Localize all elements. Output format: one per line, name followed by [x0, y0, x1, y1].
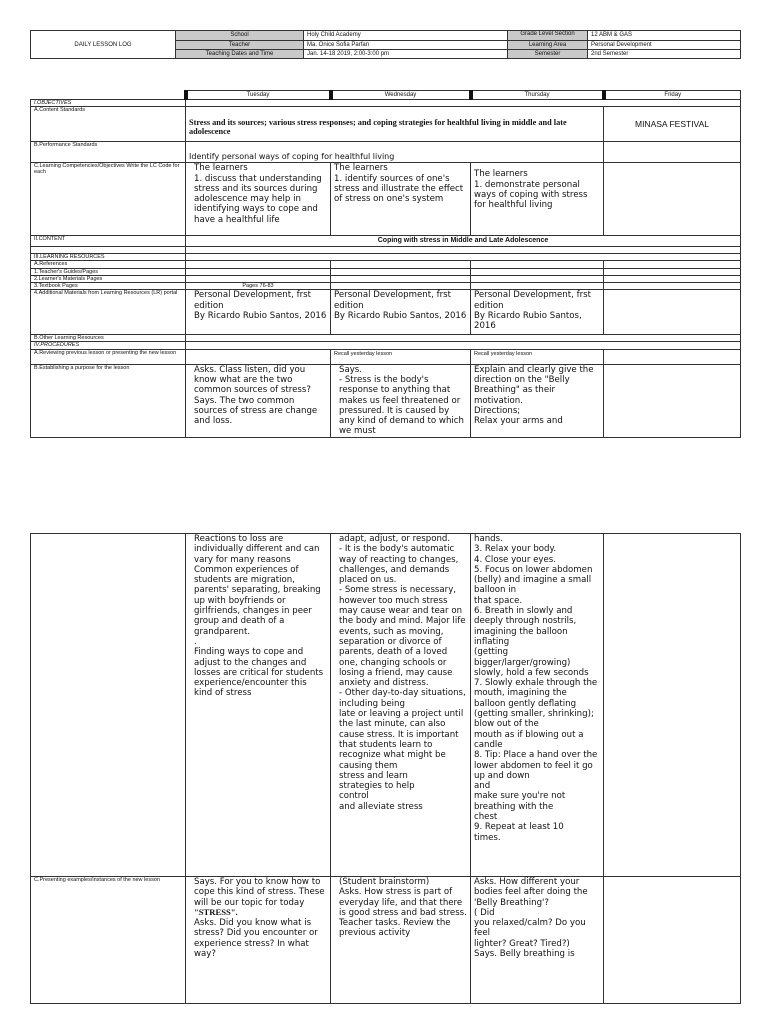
- school-value: Holy Child Academy: [304, 31, 508, 41]
- competency-thursday: The learners 1. demonstrate personal ways of coping with stress for healthful living: [471, 163, 604, 236]
- teacher-value: Ma. Onice Sofia Parfan: [304, 41, 508, 50]
- area-value: Personal Development: [588, 41, 741, 50]
- semester-label: Semester: [508, 50, 588, 59]
- presenting-tuesday-stress: "STRESS".: [194, 906, 238, 917]
- additional-thursday: Personal Development, frst edition By Ricardo Rubio Santos, 2016: [471, 290, 604, 335]
- semester-value: 2nd Semester: [588, 50, 741, 59]
- day-wednesday: Wednesday: [331, 91, 471, 100]
- presenting-wednesday: (Student brainstorm) Asks. How stress is part of everyday life, and that there is good stress and bad stress. Teacher tasks. Review the previous activity: [331, 877, 471, 1004]
- day-friday: Friday: [604, 91, 741, 100]
- additional-tuesday: Personal Development, frst edition By Ricardo Rubio Santos, 2016: [186, 290, 331, 335]
- grade-value: 12 ABM & GAS: [588, 31, 741, 41]
- recall-thursday: Recall yesterday lesson: [471, 349, 604, 364]
- school-label: School: [176, 31, 304, 41]
- performance-standards-label: B.Performance Standards: [31, 142, 186, 163]
- resources-label: III.LEARNING RESOURCES: [31, 254, 186, 261]
- performance-text: Identify personal ways of coping for healthful living: [186, 142, 604, 163]
- continued-wednesday: adapt, adjust, or respond. - It is the body's automatic way of reacting to changes, challenges, and demands placed on us. - Some stress is necessary, however too much stress may cause wear and tear on the body and mind. Major life events, such as moving, separation or divorce of parents, death of a loved one, changing schools or losing a friend, may cause anxiety and distress. - Other day-to-day situations, including being late or leaving a project until the last minute, can also cause stress. It is important that students learn to recognize what might be causing them stress and learn strategies to help control and alleviate stress: [331, 534, 471, 877]
- dates-value: Jan. 14-18 2019, 2:00-3:00 pm: [304, 50, 508, 59]
- grade-label: Grade Level Section: [508, 31, 588, 41]
- presenting-tuesday: [186, 877, 331, 1004]
- content-label: II.CONTENT: [31, 236, 186, 247]
- purpose-label: B.Establishing a purpose for the lesson: [31, 364, 186, 437]
- header-table: [30, 30, 741, 59]
- purpose-thursday: Explain and clearly give the direction on the "Belly Breathing" as their motivation. Directions; Relax your arms and: [471, 364, 604, 437]
- presenting-label: C.Presenting examples/instances of the new lesson: [31, 877, 186, 1004]
- tb-pages-label: 3.Textbook Pages: [31, 283, 186, 290]
- competency-wednesday: The learners 1. identify sources of one's stress and illustrate the effect of stress on one's system: [331, 163, 471, 236]
- teacher-label: Teacher: [176, 41, 304, 50]
- presenting-thursday: Asks. How different your bodies feel after doing the 'Belly Breathing'? ( Did you relaxed/calm? Do you feel lighter? Great? Tired?) Says. Belly breathing is: [471, 877, 604, 1004]
- procedures-label: IV.PROCEDURES: [31, 342, 186, 349]
- presenting-tuesday-intro: Says. For you to know how to cope this kind of stress. These will be our topic for today: [194, 877, 325, 908]
- tb-pages-value: Pages 76-83: [186, 283, 331, 290]
- day-tuesday: Tuesday: [186, 91, 331, 100]
- dates-label: Teaching Dates and Time: [176, 50, 304, 59]
- presenting-tuesday-question: Asks. Did you know what is stress? Did you encounter or experience stress? In what way?: [194, 918, 318, 960]
- other-resources-label: B.Other Learning Resources: [31, 335, 186, 342]
- lesson-table-continued: [30, 533, 741, 1004]
- references-label: A.References: [31, 261, 186, 268]
- tg-pages-label: 1.Teacher's Guides/Pages: [31, 268, 186, 275]
- content-standards-text: Stress and its sources; various stress responses; and coping strategies for healthful living in middle and late adolescence: [186, 107, 604, 142]
- content-text: Coping with stress in Middle and Late Adolescence: [186, 236, 741, 247]
- continued-thursday: hands. 3. Relax your body. 4. Close your eyes. 5. Focus on lower abdomen (belly) and imagine a small balloon in that space. 6. Breath in slowly and deeply through nostrils, imagining the balloon inflating (getting bigger/larger/growing) slowly, hold a few seconds 7. Slowly exhale through the mouth, imagining the balloon gently deflating (getting smaller, shrinking); blow out of the mouth as if blowing out a candle 8. Tip: Place a hand over the lower abdomen to feel it go up and down and make sure you're not breathing with the chest 9. Repeat at least 10 times.: [471, 534, 604, 877]
- purpose-tuesday: Asks. Class listen, did you know what are the two common sources of stress? Says. The two common sources of stress are change and loss.: [186, 364, 331, 437]
- area-label: Learning Area: [508, 41, 588, 50]
- additional-wednesday: Personal Development, frst edition By Ricardo Rubio Santos, 2016: [331, 290, 471, 335]
- purpose-wednesday: Says. - Stress is the body's response to anything that makes us feel threatened or pressured. It is caused by any kind of demand to which we must: [331, 364, 471, 437]
- day-thursday: Thursday: [471, 91, 604, 100]
- content-standards-label: A.Content Standards: [31, 107, 186, 142]
- competency-tuesday: The learners 1. discuss that understanding stress and its sources during adolescence may help in identifying ways to cope and have a healthful life: [186, 163, 331, 236]
- competencies-label: C.Learning Competencies/Objectives Write the LC Code for each: [31, 163, 186, 236]
- objectives-label: I.OBJECTIVES: [31, 100, 186, 107]
- lesson-table: [30, 90, 741, 438]
- additional-materials-label: 4.Additional Materials from Learning Resources (LR) portal: [31, 290, 186, 335]
- lm-pages-label: 2.Learner's Materials Pages: [31, 275, 186, 282]
- recall-wednesday: Recall yesterday lesson: [331, 349, 471, 364]
- reviewing-label: A.Reviewing previous lesson or presenting the new lesson: [31, 349, 186, 364]
- continued-tuesday: Reactions to loss are individually different and can vary for many reasons Common experiences of students are migration, parents' separating, breaking up with boyfriends or girlfriends, changes in peer group and death of a grandparent. . Finding ways to cope and adjust to the changes and losses are critical for students experience/encounter this kind of stress: [186, 534, 331, 877]
- festival-label: MINASA FESTIVAL: [604, 107, 741, 142]
- log-title: DAILY LESSON LOG: [31, 31, 176, 59]
